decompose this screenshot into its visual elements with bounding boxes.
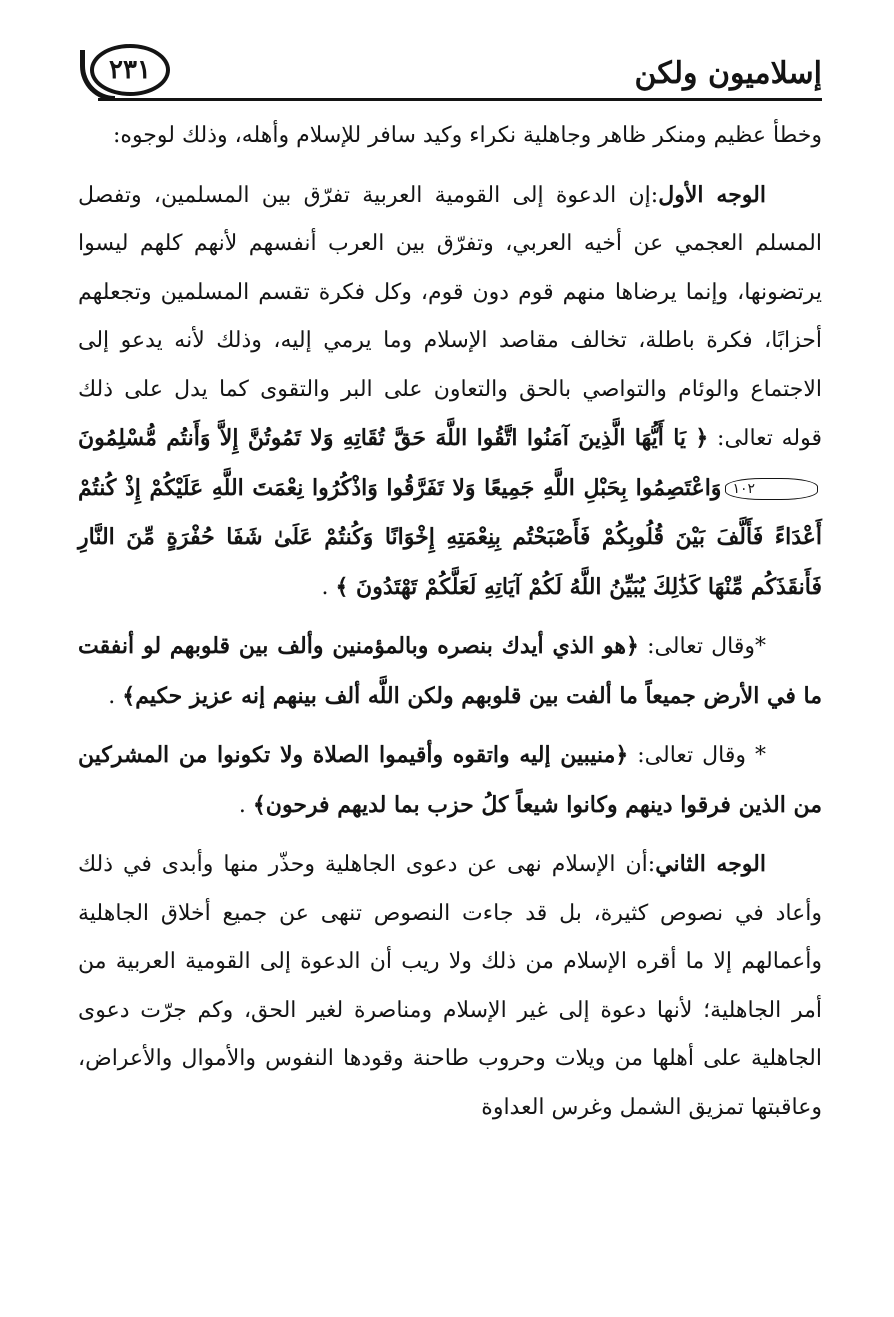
second-aspect-text: :أن الإسلام نهى عن دعوى الجاهلية وحذّر منها وأبدى في ذلك وأعاد في نصوص كثيرة، بل قد جاءت النصوص تنهى عن جميع أخلاق الجاهلية وأعمالهم إلا ما أقره الإسلام من ذلك ولا ريب أن الدعوة إلى القومية العربية من أمر الجاهلية؛ لأنها دعوة إلى غير الإسلام ومناصرة لغير الحق، وكم جرّت دعوى الجاهلية على أهلها من ويلات وحروب طاحنة وقودها النفوس والأموال والأعراض، وعاقبتها تمزيق الشمل وغرس العداوة — [78, 852, 822, 1120]
first-aspect-heading: الوجه الأول — [658, 181, 766, 208]
paragraph-verse-two — [78, 622, 822, 721]
verse-three-intro: وقال تعالى: — [628, 743, 755, 768]
verse-number-marker: ١٠٢ — [725, 478, 818, 500]
header-rule — [98, 98, 822, 101]
first-aspect-text: :إن الدعوة إلى القومية العربية تفرّق بين المسلمين، وتفصل المسلم العجمي عن أخيه العربي، وتفرّق بين العرب أنفسهم لأنهم كلهم ليسوا يرتضونها، وإنما يرضاها منهم قوم دون قوم، وكل فكرة تقسم المسلمين وتجعلهم أحزابًا، فكرة باطلة، تخالف مقاصد الإسلام وما يرمي إليه، وذلك لأنه يدعو إلى الاجتماع والوئام والتواصي بالحق والتعاون على البر والتقوى كما يدل على ذلك قوله تعالى: — [78, 182, 822, 451]
page-header — [78, 40, 822, 112]
paragraph-second-aspect — [78, 840, 822, 1132]
second-aspect-heading: الوجه الثاني — [655, 851, 766, 877]
asterisk-mark: * — [755, 634, 767, 659]
quote-end-a: . — [321, 574, 336, 600]
paragraph-intro — [78, 112, 822, 161]
book-page — [78, 40, 822, 1300]
quran-quote-d: ﴿منيبين إليه واتقوه وأقيموا الصلاة ولا تكونوا من المشركين من الذين فرقوا دينهم وكانوا شيعاً كلُ حزب بما لديهم فرحون﴾ — [78, 742, 822, 818]
running-title: إسلاميون ولكن — [634, 56, 822, 91]
asterisk-mark: * — [755, 743, 766, 768]
quran-quote-a: ﴿ يَا أَيُّهَا الَّذِينَ آمَنُوا اتَّقُوا اللَّهَ حَقَّ تُقَاتِهِ وَلا تَمُوتُنَّ إِلاَّ وَأَنتُم مُّسْلِمُونَ — [78, 425, 709, 451]
paragraph-first-aspect — [78, 171, 822, 613]
paragraph-intro-text: وخطأ عظيم ومنكر ظاهر وجاهلية نكراء وكيد سافر للإسلام وأهله، وذلك لوجوه: — [113, 123, 822, 148]
quote-end-d: . — [238, 792, 253, 818]
page-number: ٢٣١ — [90, 44, 170, 96]
quran-quote-b: وَاعْتَصِمُوا بِحَبْلِ اللَّهِ جَمِيعًا وَلا تَفَرَّقُوا وَاذْكُرُوا نِعْمَتَ اللَّهِ عَلَيْكُمْ إِذْ كُنتُمْ أَعْدَاءً فَأَلَّفَ بَيْنَ قُلُوبِكُمْ فَأَصْبَحْتُم بِنِعْمَتِهِ إِخْوَانًا وَكُنتُمْ عَلَىٰ شَفَا حُفْرَةٍ مِّنَ النَّارِ فَأَنقَذَكُم مِّنْهَا كَذَٰلِكَ يُبَيِّنُ اللَّهُ لَكُمْ آيَاتِهِ لَعَلَّكُمْ تَهْتَدُونَ ﴾ — [78, 474, 822, 600]
quran-quote-c: ﴿هو الذي أيدك بنصره وبالمؤمنين وألف بين قلوبهم لو أنفقت ما في الأرض جميعاً ما ألفت بين قلوبهم ولكن اللَّه ألف بينهم إنه عزيز حكيم﴾ — [78, 633, 822, 709]
quote-end-c: . — [108, 683, 123, 709]
body-text — [78, 112, 822, 1132]
verse-two-intro: وقال تعالى: — [638, 634, 756, 659]
paragraph-verse-three — [78, 731, 822, 830]
